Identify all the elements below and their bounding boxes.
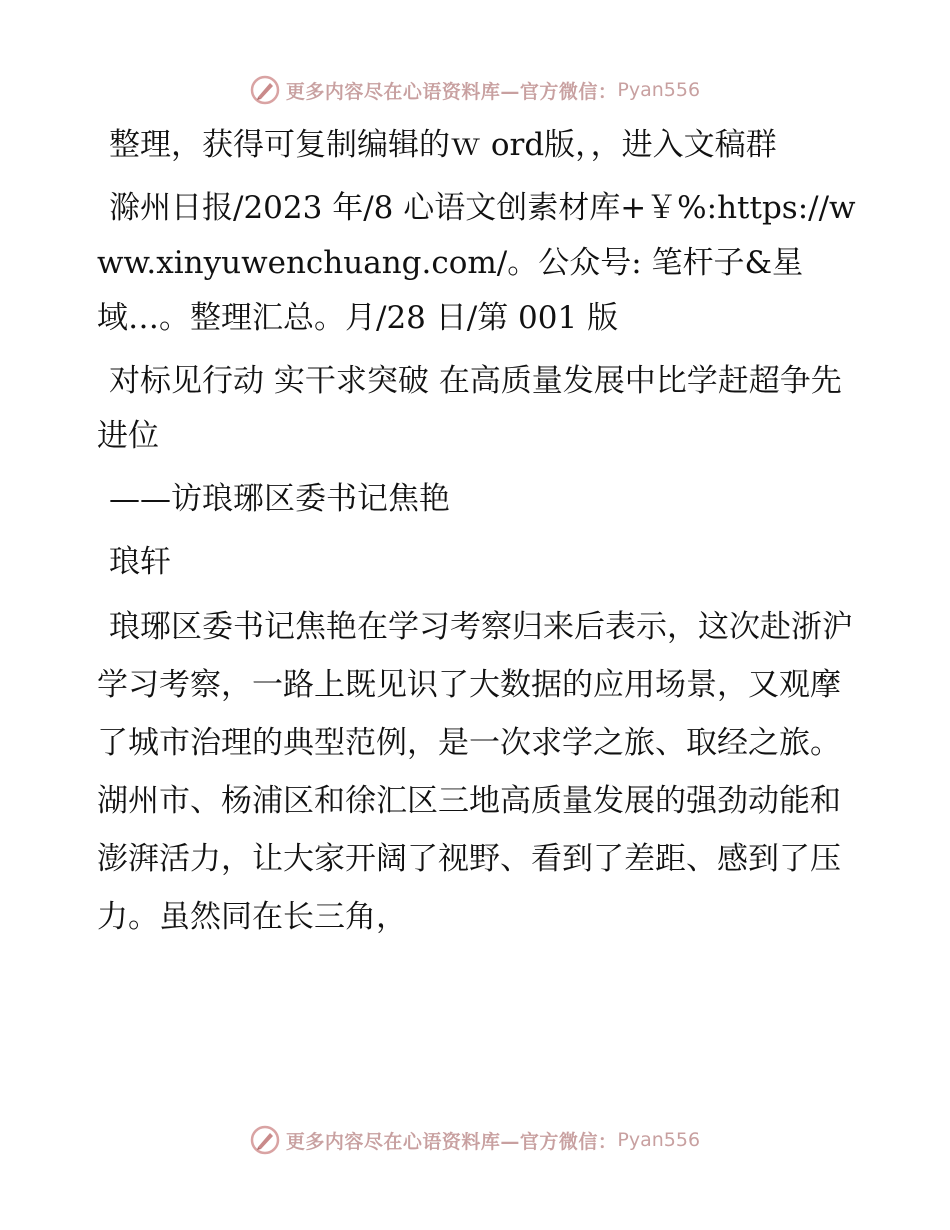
pen-logo-icon (250, 1125, 280, 1155)
article-author: 琅轩 (109, 544, 171, 580)
source-paragraph: 滁州日报/2023 年/8 心语文创素材库+￥%:https://www.xinyuwenchuang.com/。公众号: 笔杆子&星域…。整理汇总。月/28 日/第 001 版 (97, 190, 856, 336)
article-subtitle: ——访琅琊区委书记焦艳 (109, 481, 450, 517)
pen-logo-icon (250, 75, 280, 105)
intro-paragraph: 整理，获得可复制编辑的ｗ ord版，，进入文稿群 (109, 127, 777, 163)
banner-contact: Pyan556 (617, 1129, 701, 1151)
article-title: 对标见行动 实干求突破 在高质量发展中比学赶超争先进位 (97, 363, 842, 454)
banner-site-text: 更多内容尽在心语资料库—官方微信： (285, 80, 618, 103)
document-body (97, 118, 857, 954)
article-body-paragraph: 琅琊区委书记焦艳在学习考察归来后表示，这次赴浙沪学习考察，一路上既见识了大数据的应用场景，又观摩了城市治理的典型范例，是一次求学之旅、取经之旅。湖州市、杨浦区和徐汇区三地高质量发展的强劲动能和澎湃活力，让大家开阔了视野、看到了差距、感到了压力。虽然同在长三角， (97, 609, 853, 935)
footer-banner (0, 1120, 950, 1160)
banner-contact: Pyan556 (617, 79, 701, 101)
banner-site-text: 更多内容尽在心语资料库—官方微信： (285, 1130, 618, 1153)
header-banner (0, 70, 950, 110)
